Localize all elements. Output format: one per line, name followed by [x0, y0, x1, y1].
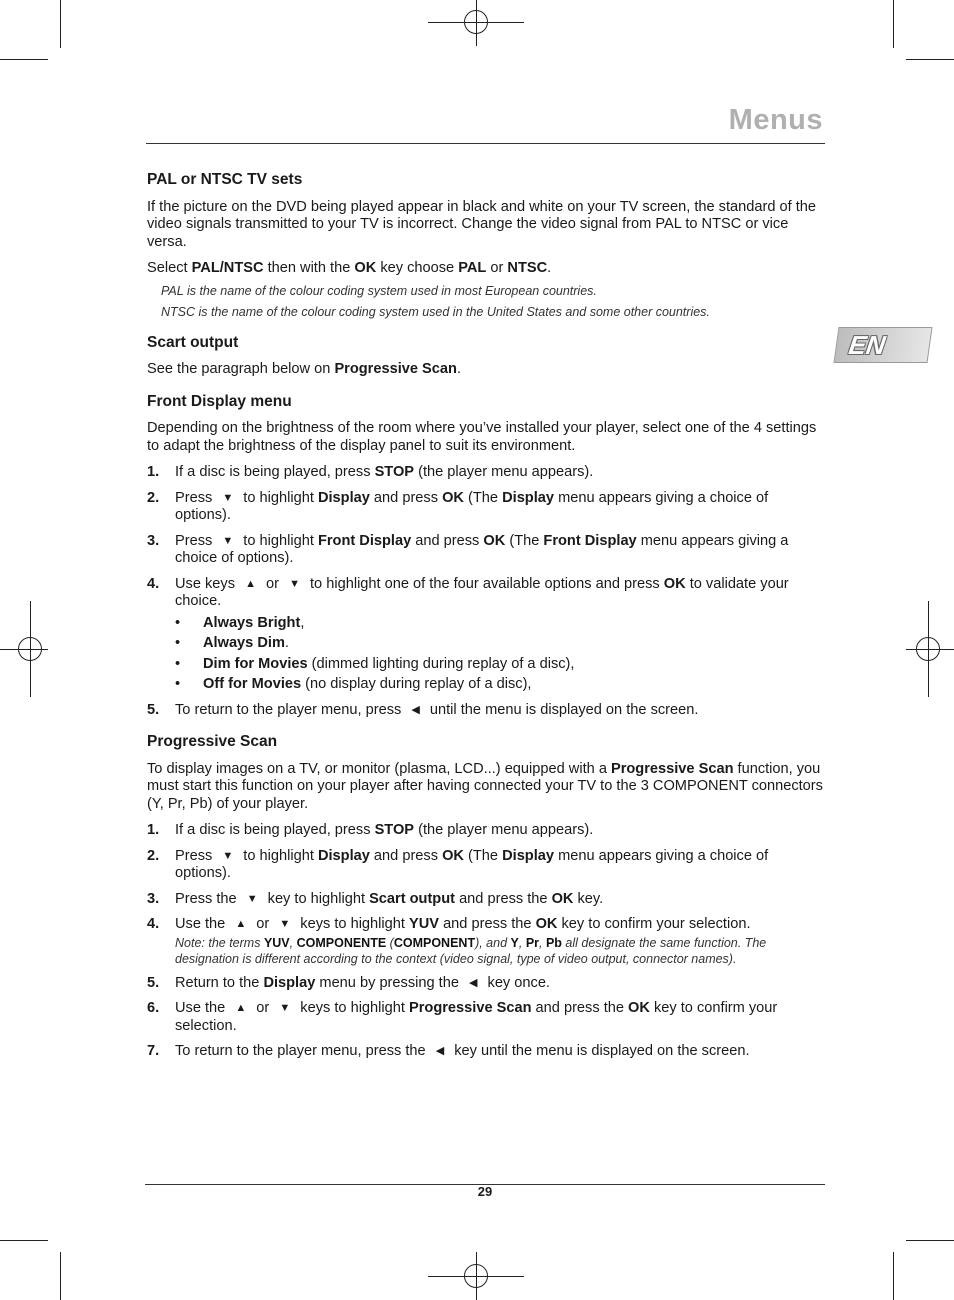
text: ,: [289, 935, 297, 950]
text: keys to highlight: [296, 1000, 409, 1016]
bold-term: Progressive Scan: [409, 1000, 532, 1016]
text: Use keys: [175, 575, 240, 592]
text: (: [386, 935, 394, 950]
text: to highlight: [239, 489, 318, 506]
list-item: [147, 1000, 823, 1035]
text: Press: [175, 489, 217, 506]
text: until the menu is displayed on the screen.: [425, 701, 699, 718]
bold-term: COMPONENTE: [296, 935, 387, 950]
list-item: [147, 975, 823, 993]
text: and press the: [439, 916, 536, 932]
bold-term: Y: [510, 935, 519, 950]
text: To return to the player menu, press the: [175, 1043, 430, 1059]
text: menu appears giving a choice of options).: [175, 489, 769, 523]
crop-mark: [0, 59, 48, 60]
text: or: [252, 916, 274, 932]
text: and press the: [531, 1000, 629, 1016]
bold-term: PAL/NTSC: [191, 260, 264, 276]
bold-term: STOP: [374, 822, 415, 838]
bold-term: OK: [535, 916, 558, 932]
step-number: 5.: [147, 701, 160, 718]
text: keys to highlight: [296, 916, 409, 932]
step-number: 3.: [147, 890, 160, 907]
down-arrow-icon: ▼: [222, 849, 234, 862]
bold-term: OK: [442, 847, 464, 864]
paragraph: [147, 260, 823, 278]
text: If a disc is being played, press: [175, 822, 375, 838]
text: .: [547, 260, 552, 276]
text: and press: [411, 532, 484, 549]
down-arrow-icon: ▼: [222, 491, 234, 504]
list-item: [147, 576, 823, 694]
bold-term: YUV: [409, 916, 440, 932]
registration-circle: [916, 637, 940, 661]
italic-note: [175, 935, 823, 967]
page-number: 29: [477, 1184, 493, 1199]
option-item: [175, 656, 823, 674]
list-item: [147, 891, 823, 909]
options-list: [175, 615, 823, 694]
list-item: [147, 848, 823, 883]
bold-term: OK: [483, 532, 506, 549]
bold-term: OK: [354, 260, 377, 276]
registration-circle: [18, 637, 42, 661]
paragraph: Depending on the brightness of the room where you’ve installed your player, select one of the 4 settings to adapt the brightness of the display panel to suit its environment.: [147, 420, 817, 454]
section-heading: Scart output: [147, 333, 239, 351]
crop-mark: [60, 1252, 61, 1300]
text: If a disc is being played, press: [175, 464, 375, 480]
text: function, you must start this function on your player after having connected your TV to the 3 COMPONENT connectors (Y, Pr, Pb) of your player.: [147, 760, 823, 812]
bold-term: OK: [551, 890, 574, 907]
bold-term: PAL: [458, 260, 487, 276]
left-arrow-icon: ◀: [435, 1045, 445, 1057]
text: key.: [573, 890, 604, 907]
list-item: [147, 702, 823, 720]
crop-mark: [893, 0, 894, 48]
section-progressive-scan: [147, 733, 823, 1061]
bold-term: COMPONENT: [393, 935, 476, 950]
text: .: [284, 635, 289, 651]
text: to validate your choice.: [175, 575, 789, 609]
text: ,: [518, 935, 526, 950]
bold-term: Front Display: [543, 532, 637, 549]
text: (the player menu appears).: [414, 464, 594, 480]
down-arrow-icon: ▼: [222, 534, 234, 547]
registration-circle: [464, 10, 488, 34]
text: and press: [369, 847, 443, 864]
text: (The: [463, 847, 503, 864]
crop-mark: [893, 1252, 894, 1300]
bold-term: OK: [628, 1000, 650, 1016]
left-arrow-icon: ◀: [469, 976, 478, 989]
language-badge-label: EN: [846, 330, 888, 360]
bold-term: Pr: [525, 935, 540, 950]
text: key once.: [483, 974, 550, 991]
registration-circle: [464, 1264, 488, 1288]
text: Press: [175, 847, 217, 864]
section-scart-output: [147, 334, 823, 379]
text: key choose: [376, 260, 459, 276]
text: Select: [147, 260, 192, 276]
section-pal-ntsc: [147, 171, 823, 320]
down-arrow-icon: ▼: [246, 892, 258, 905]
list-item: [147, 1043, 823, 1061]
up-arrow-icon: ▲: [245, 577, 256, 590]
text: menu appears giving a choice of options).: [175, 532, 789, 566]
text: Press: [175, 532, 217, 549]
list-item: [147, 533, 823, 568]
bold-term: Display: [502, 489, 555, 506]
list-item: [147, 490, 823, 525]
step-number: 7.: [147, 1043, 160, 1059]
step-number: 1.: [147, 822, 160, 838]
page-content: [147, 171, 823, 1069]
bold-term: Display: [317, 489, 370, 506]
bold-term: Scart output: [369, 890, 456, 907]
paragraph: If the picture on the DVD being played appear in black and white on your TV screen, the standard of the video signals transmitted to your TV is incorrect. Change the video signal from PAL to NTSC or vice versa.: [147, 198, 817, 250]
steps-list: [147, 464, 823, 719]
text: menu appears giving a choice of options).: [175, 847, 769, 881]
bold-term: STOP: [374, 464, 415, 480]
option-item: [175, 676, 823, 694]
text: (no display during replay of a disc),: [301, 676, 532, 692]
bold-term: OK: [663, 575, 686, 592]
option-item: [175, 635, 823, 653]
text: key to confirm your selection.: [557, 916, 751, 932]
page-title: Menus: [728, 104, 823, 136]
bold-term: Always Bright: [203, 614, 301, 631]
up-arrow-icon: ▲: [235, 918, 247, 930]
step-number: 3.: [147, 532, 160, 549]
text: Use the: [175, 1000, 230, 1016]
bold-term: Display: [263, 974, 316, 991]
text: and press: [369, 489, 443, 506]
title-divider: [146, 143, 825, 144]
text: and press the: [455, 890, 552, 907]
down-arrow-icon: ▼: [279, 1002, 291, 1014]
section-heading: Progressive Scan: [147, 733, 278, 750]
bold-term: NTSC: [507, 260, 548, 276]
crop-mark: [906, 59, 954, 60]
text: ), and: [475, 935, 511, 950]
italic-note: NTSC is the name of the colour coding system used in the United States and some other countries.: [161, 304, 710, 319]
bold-term: Off for Movies: [203, 676, 302, 692]
step-number: 2.: [147, 489, 160, 506]
steps-list: [147, 822, 823, 1061]
crop-mark: [0, 1240, 48, 1241]
bold-term: Dim for Movies: [203, 655, 308, 672]
step-number: 2.: [147, 847, 160, 864]
text: (The: [463, 489, 503, 506]
text: menu by pressing the: [315, 974, 463, 991]
bold-term: Always Dim: [203, 635, 285, 651]
list-item: [147, 916, 823, 967]
text: ,: [539, 935, 546, 950]
text: to highlight one of the four available options and press: [305, 575, 664, 592]
text: (dimmed lighting during replay of a disc),: [307, 655, 575, 672]
up-arrow-icon: ▲: [235, 1002, 247, 1014]
down-arrow-icon: ▼: [289, 577, 300, 590]
left-arrow-icon: ◀: [411, 703, 420, 716]
list-item: [147, 464, 823, 482]
bold-term: Display: [502, 847, 555, 864]
step-number: 4.: [147, 575, 160, 592]
text: or: [252, 1000, 274, 1016]
text: key until the menu is displayed on the screen.: [450, 1043, 750, 1059]
text: See the paragraph below on: [147, 361, 335, 377]
step-number: 1.: [147, 464, 160, 480]
text: Return to the: [175, 974, 264, 991]
text: Note: the terms: [175, 935, 264, 950]
text: (The: [505, 532, 544, 549]
text: To display images on a TV, or monitor (plasma, LCD...) equipped with a: [147, 760, 611, 777]
down-arrow-icon: ▼: [279, 918, 291, 930]
bold-term: Progressive Scan: [334, 361, 457, 377]
paragraph: [147, 761, 823, 814]
list-item: [147, 822, 823, 840]
bold-term: YUV: [263, 935, 290, 950]
text: or: [486, 260, 508, 276]
text: to highlight: [239, 847, 318, 864]
text: (the player menu appears).: [414, 822, 594, 838]
section-heading: PAL or NTSC TV sets: [147, 171, 303, 188]
text: .: [456, 361, 461, 377]
text: Use the: [175, 916, 230, 932]
bold-term: Progressive Scan: [610, 760, 734, 777]
text: then with the: [263, 260, 355, 276]
paragraph: [147, 361, 823, 379]
italic-note: PAL is the name of the colour coding system used in most European countries.: [161, 283, 597, 298]
section-heading: Front Display menu: [147, 392, 292, 410]
bold-term: Pb: [545, 935, 562, 950]
text: To return to the player menu, press: [175, 701, 406, 718]
language-badge: [833, 327, 932, 363]
text: ,: [300, 614, 305, 631]
section-front-display: [147, 393, 823, 720]
bold-term: Front Display: [317, 532, 412, 549]
text: key to highlight: [263, 890, 370, 907]
bold-term: OK: [442, 489, 464, 506]
text: to highlight: [239, 532, 318, 549]
text: all designate the same function. The designation is different according to the context (video signal, type of video output, connector names).: [175, 935, 767, 966]
crop-mark: [60, 0, 61, 48]
text: key to confirm your selection.: [175, 1000, 778, 1034]
crop-mark: [906, 1240, 954, 1241]
text: or: [261, 575, 284, 592]
option-item: [175, 615, 823, 633]
step-number: 5.: [147, 974, 160, 991]
text: Press the: [175, 890, 241, 907]
step-number: 6.: [147, 1000, 160, 1016]
bold-term: Display: [317, 847, 370, 864]
step-number: 4.: [147, 916, 160, 932]
